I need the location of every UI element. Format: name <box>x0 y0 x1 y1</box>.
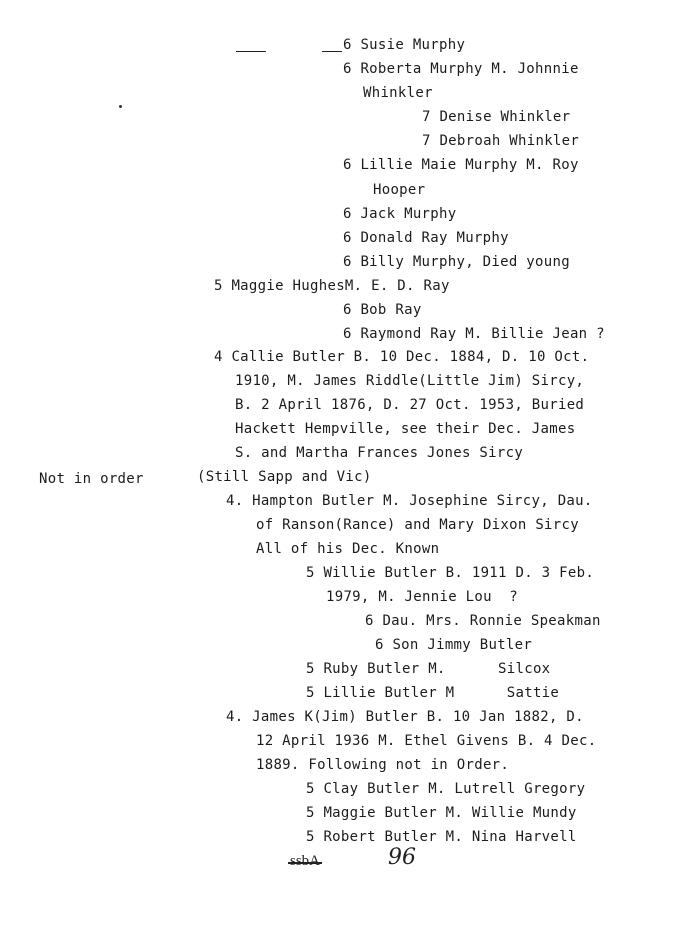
line-susie: 6 Susie Murphy <box>343 37 466 53</box>
line-jack: 6 Jack Murphy <box>343 206 457 222</box>
line-james-1: 4. James K(Jim) Butler B. 10 Jan 1882, D. <box>226 709 584 725</box>
line-clay: 5 Clay Butler M. Lutrell Gregory <box>306 781 586 797</box>
line-lillie-butler: 5 Lillie Butler M Sattie <box>306 685 560 701</box>
blank-rule-right <box>322 51 342 52</box>
line-dau-speakman: 6 Dau. Mrs. Ronnie Speakman <box>365 613 601 629</box>
ink-speck <box>119 105 122 108</box>
handwritten-page-number: 96 <box>388 845 416 870</box>
line-billy: 6 Billy Murphy, Died young <box>343 254 570 270</box>
line-hampton-2: of Ranson(Rance) and Mary Dixon Sircy <box>256 517 579 533</box>
line-ruby: 5 Ruby Butler M. Silcox <box>306 661 551 677</box>
line-roberta-cont: Whinkler <box>363 85 433 101</box>
line-lillie-maie-cont: Hooper <box>373 182 426 198</box>
line-bob-ray: 6 Bob Ray <box>343 302 422 318</box>
line-hampton-1: 4. Hampton Butler M. Josephine Sircy, Dau. <box>226 493 593 509</box>
line-james-2: 12 April 1936 M. Ethel Givens B. 4 Dec. <box>256 733 597 749</box>
line-maggie-hughes: 5 Maggie HughesM. E. D. Ray <box>214 278 450 294</box>
line-callie-2: 1910, M. James Riddle(Little Jim) Sircy, <box>235 373 585 389</box>
line-son-jimmy: 6 Son Jimmy Butler <box>375 637 533 653</box>
struck-through-text: ssbA <box>290 853 321 869</box>
line-callie-5: S. and Martha Frances Jones Sircy <box>235 445 524 461</box>
line-james-3: 1889. Following not in Order. <box>256 757 510 773</box>
line-lillie-maie: 6 Lillie Maie Murphy M. Roy <box>343 157 579 173</box>
margin-note: Not in order <box>39 471 144 487</box>
line-debroah: 7 Debroah Whinkler <box>422 133 580 149</box>
line-still-sapp: (Still Sapp and Vic) <box>197 469 372 485</box>
line-willie-1: 5 Willie Butler B. 1911 D. 3 Feb. <box>306 565 595 581</box>
line-roberta: 6 Roberta Murphy M. Johnnie <box>343 61 579 77</box>
line-hampton-3: All of his Dec. Known <box>256 541 440 557</box>
line-callie-1: 4 Callie Butler B. 10 Dec. 1884, D. 10 Oct. <box>214 349 590 365</box>
line-maggie-butler: 5 Maggie Butler M. Willie Mundy <box>306 805 577 821</box>
line-raymond-ray: 6 Raymond Ray M. Billie Jean ? <box>343 326 605 342</box>
line-robert: 5 Robert Butler M. Nina Harvell <box>306 829 577 845</box>
line-denise: 7 Denise Whinkler <box>422 109 571 125</box>
line-callie-3: B. 2 April 1876, D. 27 Oct. 1953, Buried <box>235 397 585 413</box>
blank-rule-left <box>236 51 266 52</box>
line-donald: 6 Donald Ray Murphy <box>343 230 509 246</box>
line-callie-4: Hackett Hempville, see their Dec. James <box>235 421 576 437</box>
line-willie-2: 1979, M. Jennie Lou ? <box>326 589 519 605</box>
